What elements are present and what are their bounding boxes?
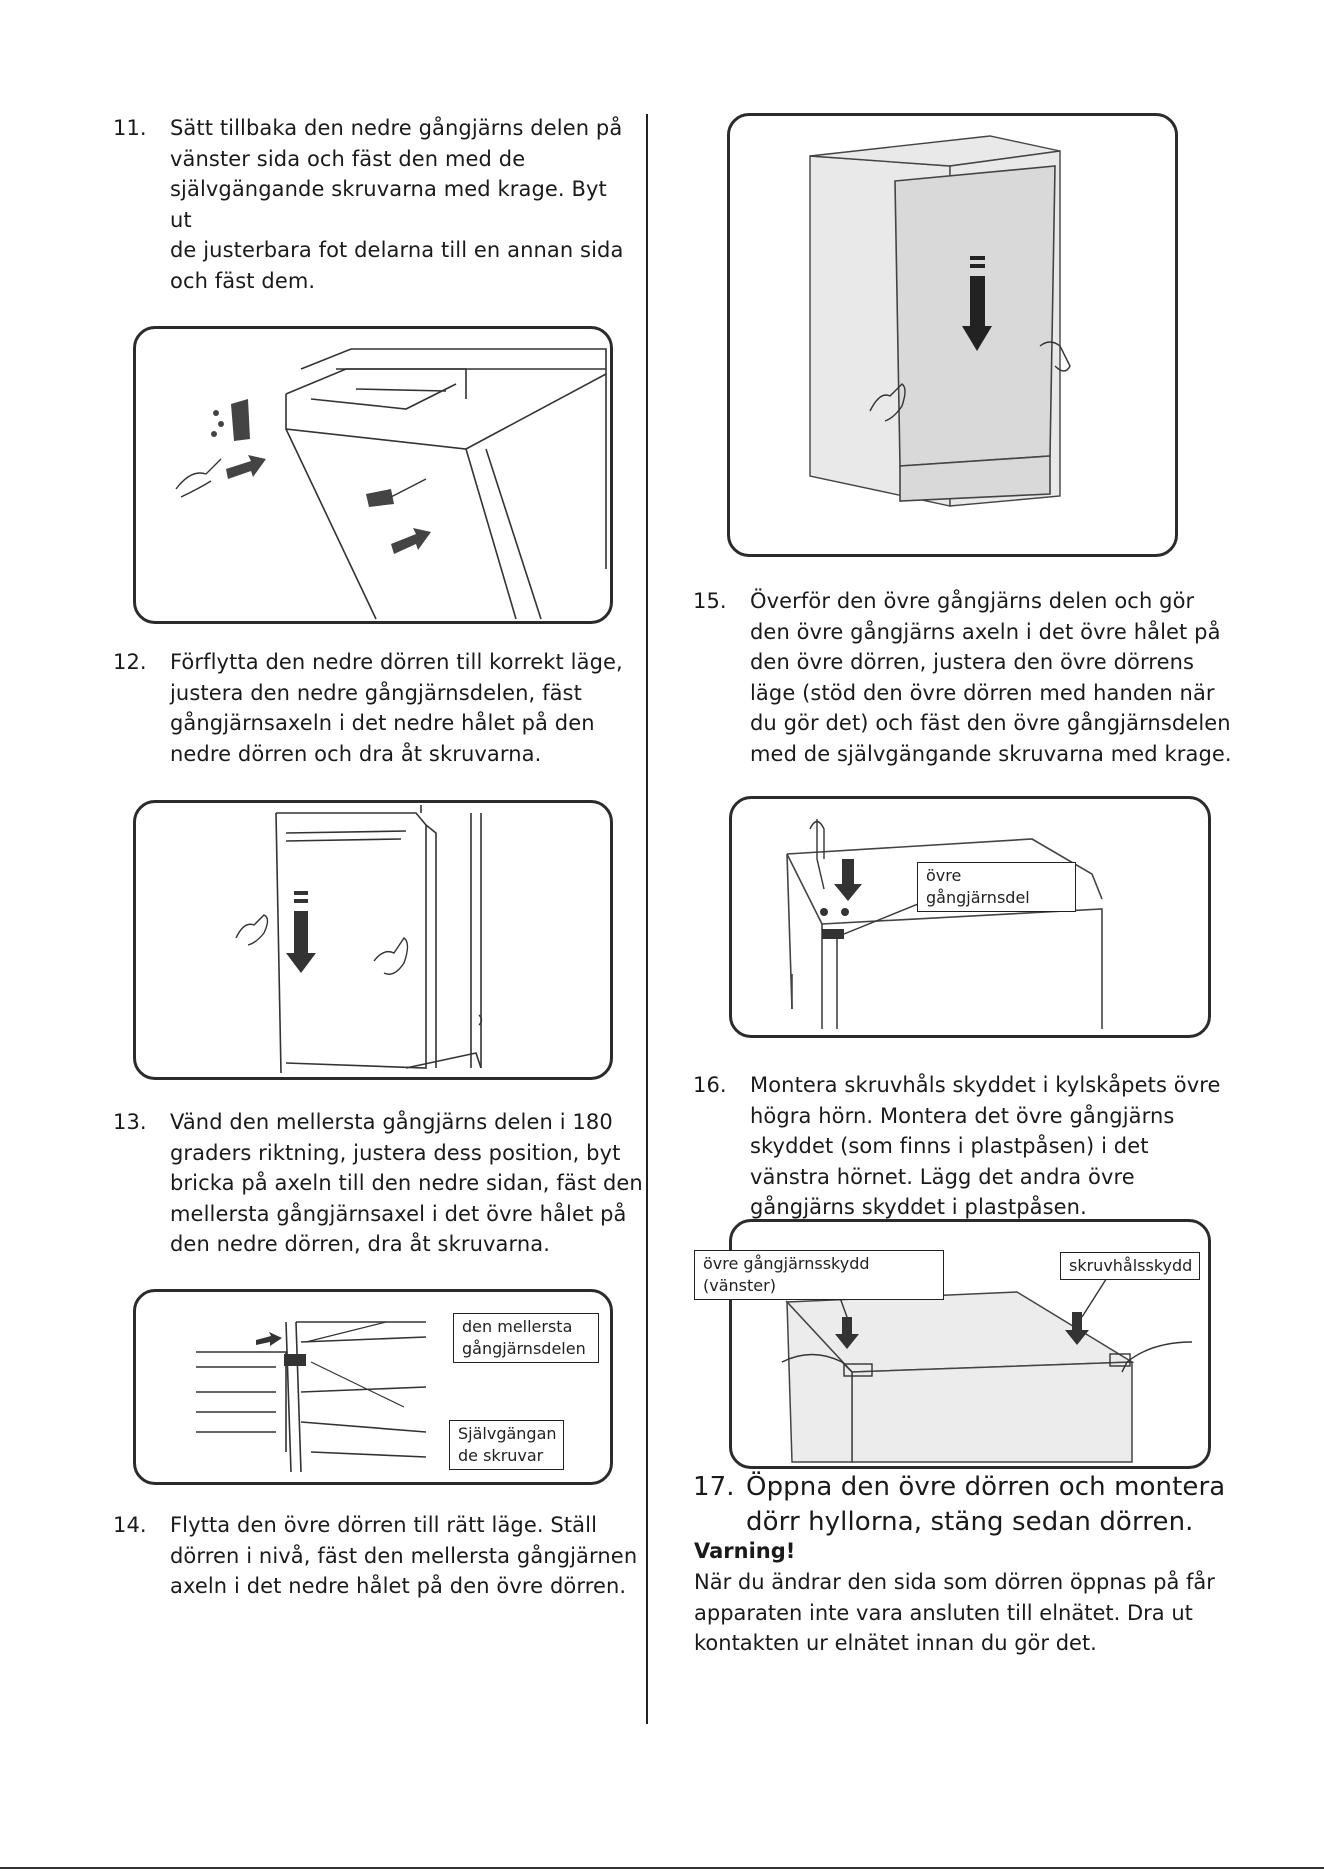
step-17 — [693, 1470, 1313, 1550]
step-text: Sätt tillbaka den nedre gångjärns delen på vänster sida och fäst den med de självgängande skruvarna med krage. Byt ut de justerbara fot delarna till en annan sida och fäst dem. — [170, 116, 624, 293]
callout-screws: Självgängan de skruvar — [449, 1420, 564, 1470]
step-text: Förflytta den nedre dörren till korrekt läge, justera den nedre gångjärnsdelen, fäst gångjärnsaxeln i det nedre hålet på den nedre dörren och dra åt skruvarna. — [170, 650, 623, 766]
upper-door-illustration — [730, 116, 1175, 554]
step-number: 14. — [113, 1513, 147, 1537]
lower-door-illustration — [136, 803, 610, 1077]
figure-upper-hinge — [729, 796, 1211, 1038]
step-text: Öppna den övre dörren och montera dörr hyllorna, stäng sedan dörren. — [746, 1472, 1226, 1537]
upper-hinge-illustration — [732, 799, 1208, 1035]
figure-bottom-hinge — [133, 326, 613, 624]
step-16 — [693, 1070, 1313, 1230]
step-number: 15. — [693, 589, 727, 613]
step-number: 11. — [113, 116, 147, 140]
step-11 — [113, 113, 633, 293]
step-text: Vänd den mellersta gångjärns delen i 180 graders riktning, justera dess position, byt bricka på axeln till den nedre sidan, fäst den mellersta gångjärnsaxel i det övre hålet på den nedre dörren, dra åt skruvarna. — [170, 1110, 643, 1256]
footer-rule — [0, 1867, 1324, 1869]
step-text: Flytta den övre dörren till rätt läge. Ställ dörren i nivå, fäst den mellersta gångjärnen axeln i det nedre hålet på den övre dörren. — [170, 1513, 638, 1598]
figure-upper-door — [727, 113, 1178, 557]
figure-lower-door — [133, 800, 613, 1080]
fridge-bottom-illustration — [136, 329, 610, 621]
step-13 — [113, 1107, 643, 1267]
callout-middle-hinge: den mellersta gångjärnsdelen — [453, 1313, 599, 1363]
warning-body: När du ändrar den sida som dörren öppnas på får apparaten inte vara ansluten till elnätet. Dra ut kontakten ur elnätet innan du gör det. — [694, 1570, 1215, 1655]
callout-left-hinge-cover: övre gångjärnsskydd (vänster) — [694, 1250, 944, 1300]
step-12 — [113, 647, 633, 772]
step-number: 12. — [113, 650, 147, 674]
column-divider — [646, 114, 648, 1724]
step-number: 17. — [693, 1472, 735, 1502]
step-15 — [693, 586, 1313, 776]
step-14 — [113, 1510, 643, 1605]
step-number: 16. — [693, 1073, 727, 1097]
step-number: 13. — [113, 1110, 147, 1134]
callout-upper-hinge: övre gångjärnsdel — [917, 862, 1076, 912]
step-text: Montera skruvhåls skyddet i kylskåpets övre högra hörn. Montera det övre gångjärns skyddet (som finns i plastpåsen) i det vänstra hörnet. Lägg det andra övre gångjärns skyddet i plastpåsen. — [750, 1073, 1221, 1219]
step-text: Överför den övre gångjärns delen och gör den övre gångjärns axeln i det övre hålet på den övre dörren, justera den övre dörrens läge (stöd den övre dörren med handen när du gör det) och fäst den övre gångjärnsdelen med de självgängande skruvarna med krage. — [750, 589, 1232, 766]
callout-screw-hole-cover: skruvhålsskydd — [1060, 1252, 1200, 1280]
warning-title: Varning! — [694, 1539, 796, 1563]
